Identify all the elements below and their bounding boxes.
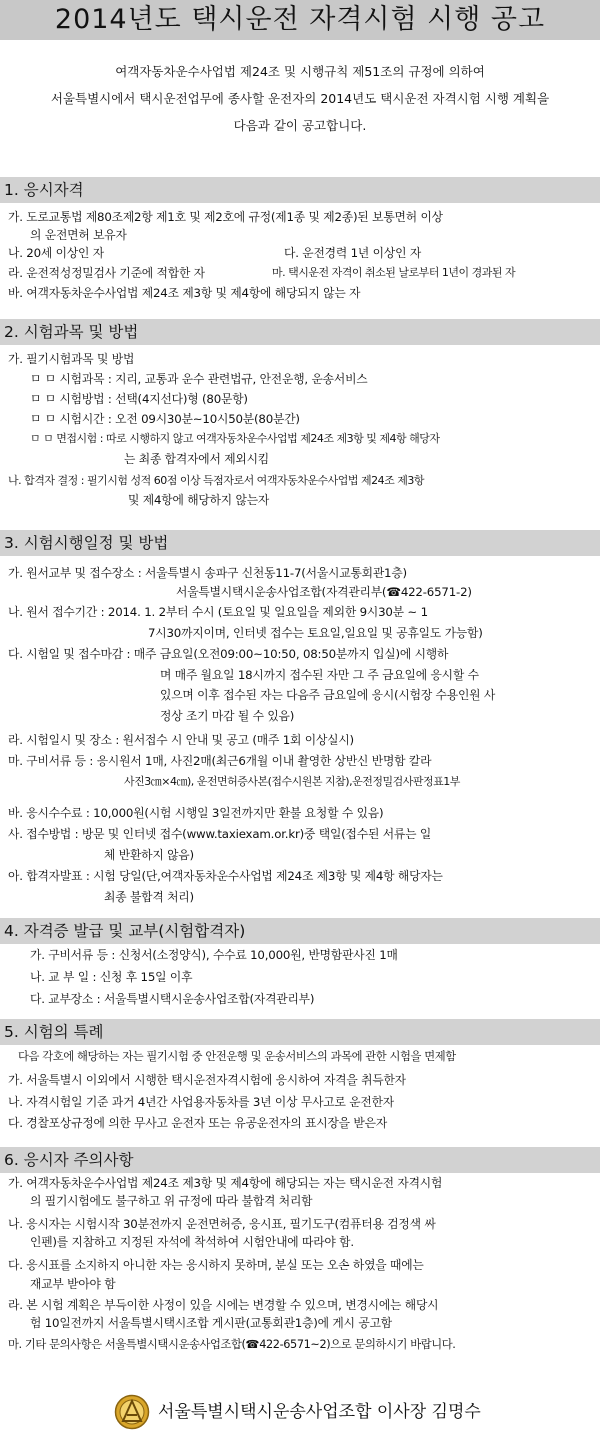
section-line: 라. 운전적성정밀검사 기준에 적합한 자	[8, 266, 205, 280]
association-emblem-icon	[114, 1394, 150, 1430]
section-line: 서울특별시택시운송사업조합(자격관리부(☎422-6571-2)	[176, 585, 472, 599]
section-line: 가. 필기시험과목 및 방법	[8, 352, 135, 366]
section-line: 가. 서울특별시 이외에서 시행한 택시운전자격시험에 응시하여 자격을 취득한자	[8, 1073, 406, 1087]
section-line: ㅁ ㅁ 시험과목 : 지리, 교통과 운수 관련법규, 안전운행, 운송서비스	[30, 372, 368, 386]
section-line: 다. 교부장소 : 서울특별시택시운송사업조합(자격관리부)	[30, 992, 315, 1006]
section-line: 가. 원서교부 및 접수장소 : 서울특별시 송파구 신천동11-7(서울시교통회관1층)	[8, 566, 407, 580]
section-line: 의 운전면허 보유자	[30, 228, 127, 242]
section-line: 있으며 이후 접수된 자는 다음주 금요일에 응시(시험장 수용인원 사	[160, 688, 496, 702]
section-line: 나. 응시자는 시험시작 30분전까지 운전면허증, 응시표, 필기도구(컴퓨터용 검정색 싸	[8, 1217, 436, 1231]
section-line: 다. 경찰포상규정에 의한 무사고 운전자 또는 유공운전자의 표시장을 받은자	[8, 1116, 388, 1130]
section-line: ㅁ ㅁ 시험방법 : 선택(4지선다)형 (80문항)	[30, 392, 248, 406]
section-line: 나. 합격자 결정 : 필기시험 성적 60점 이상 득점자로서 여객자동차운수사업법 제24조 제3항	[8, 474, 424, 487]
section-line: 의 필기시험에도 불구하고 위 규정에 따라 불합격 처리함	[30, 1194, 313, 1208]
section-line: 바. 응시수수료 : 10,000원(시험 시행일 3일전까지만 환불 요청할 수 있음)	[8, 806, 384, 820]
section-line: 다음 각호에 해당하는 자는 필기시험 중 안전운행 및 운송서비스의 과목에 관한 시험을 면제함	[18, 1050, 456, 1063]
section-line: 사. 접수방법 : 방문 및 인터넷 접수(www.taxiexam.or.kr)중 택일(접수된 서류는 일	[8, 827, 432, 841]
section-line: 정상 조기 마감 될 수 있음)	[160, 709, 295, 723]
section-line: 가. 도로교통법 제80조제2항 제1호 및 제2호에 규정(제1종 및 제2종)된 보통면허 이상	[8, 210, 443, 224]
section-line: 나. 자격시험일 기준 과거 4년간 사업용자동차를 3년 이상 무사고로 운전한자	[8, 1095, 394, 1109]
section-line: 나. 교 부 일 : 신청 후 15일 이후	[30, 970, 193, 984]
section-line: 다. 응시표를 소지하지 아니한 자는 응시하지 못하며, 분실 또는 오손 하였을 때에는	[8, 1258, 424, 1272]
section-line: 재교부 받아야 함	[30, 1277, 116, 1291]
section-line: 및 제4항에 해당하지 않는자	[128, 493, 270, 507]
intro-line: 다음과 같이 공고합니다.	[233, 118, 367, 133]
section-line: 라. 시험일시 및 장소 : 원서접수 시 안내 및 공고 (매주 1회 이상실시)	[8, 733, 354, 747]
section-heading-license: 4. 자격증 발급 및 교부(시험합격자)	[0, 918, 600, 944]
section-line: 나. 20세 이상인 자	[8, 246, 104, 260]
section-line: 인펜)를 지참하고 지정된 자석에 착석하여 시험안내에 따라야 함.	[30, 1235, 354, 1249]
section-line: 최종 불합격 처리)	[104, 890, 194, 904]
section-line: 7시30까지이며, 인터넷 접수는 토요일,일요일 및 공휴일도 가능함)	[148, 626, 483, 640]
section-heading-exemptions: 5. 시험의 특례	[0, 1019, 600, 1045]
intro-paragraph	[0, 58, 600, 139]
section-line: ㅁ ㅁ 시험시간 : 오전 09시30분~10시50분(80분간)	[30, 412, 300, 426]
section-line: 체 반환하지 않음)	[104, 848, 194, 862]
signature-text: 서울특별시택시운송사업조합 이사장 김명수	[158, 1402, 481, 1422]
section-line: 마. 택시운전 자격이 취소된 날로부터 1년이 경과된 자	[272, 266, 516, 279]
intro-line: 서울특별시에서 택시운전업무에 종사할 운전자의 2014년도 택시운전 자격시험 시행 계획을	[50, 91, 550, 106]
section-line: 나. 원서 접수기간 : 2014. 1. 2부터 수시 (토요일 및 일요일을 제외한 9시30분 ~ 1	[8, 605, 428, 619]
section-line: 가. 여객자동차운수사업법 제24조 제3항 및 제4항에 해당되는 자는 택시운전 자격시험	[8, 1176, 443, 1190]
signature-block	[114, 1390, 534, 1434]
section-line: 사진3㎝×4㎝), 운전면허증사본(접수시원본 지참),운전정밀검사판정표1부	[124, 775, 460, 788]
section-line: 는 최종 합격자에서 제외시킴	[124, 452, 270, 466]
section-line: 가. 구비서류 등 : 신청서(소정양식), 수수료 10,000원, 반명함판사진 1매	[30, 948, 398, 962]
section-line: 마. 기타 문의사항은 서울특별시택시운송사업조합(☎422-6571~2)으로 문의하시기 바랍니다.	[8, 1338, 456, 1351]
section-line: 다. 시험일 및 접수마감 : 매주 금요일(오전09:00~10:50, 08:50분까지 입실)에 시행하	[8, 647, 449, 661]
section-line: 며 매주 월요일 18시까지 접수된 자만 그 주 금요일에 응시할 수	[160, 668, 479, 682]
section-line: 험 10일전까지 서울특별시택시조합 게시판(교통회관1층)에 게시 공고함	[30, 1316, 392, 1330]
section-heading-cautions: 6. 응시자 주의사항	[0, 1147, 600, 1173]
section-line: 아. 합격자발표 : 시험 당일(단,여객자동차운수사업법 제24조 제3항 및 제4항 해당자는	[8, 869, 443, 883]
section-line: ㅁ ㅁ 면접시험 : 따로 시행하지 않고 여객자동차운수사업법 제24조 제3항 및 제4항 해당자	[30, 432, 440, 445]
section-line: 라. 본 시험 계획은 부득이한 사정이 있을 시에는 변경할 수 있으며, 변경시에는 해당시	[8, 1298, 439, 1312]
section-line: 바. 여객자동차운수사업법 제24조 제3항 및 제4항에 해당되지 않는 자	[8, 286, 361, 300]
section-heading-subjects: 2. 시험과목 및 방법	[0, 319, 600, 345]
section-heading-eligibility: 1. 응시자격	[0, 177, 600, 203]
notice-title: 2014년도 택시운전 자격시험 시행 공고	[0, 0, 600, 40]
section-line: 다. 운전경력 1년 이상인 자	[284, 246, 422, 260]
section-heading-schedule: 3. 시험시행일정 및 방법	[0, 530, 600, 556]
intro-line: 여객자동차운수사업법 제24조 및 시행규칙 제51조의 규정에 의하여	[115, 64, 485, 79]
section-line: 마. 구비서류 등 : 응시원서 1매, 사진2매(최근6개월 이내 촬영한 상반신 반명함 칼라	[8, 754, 432, 768]
